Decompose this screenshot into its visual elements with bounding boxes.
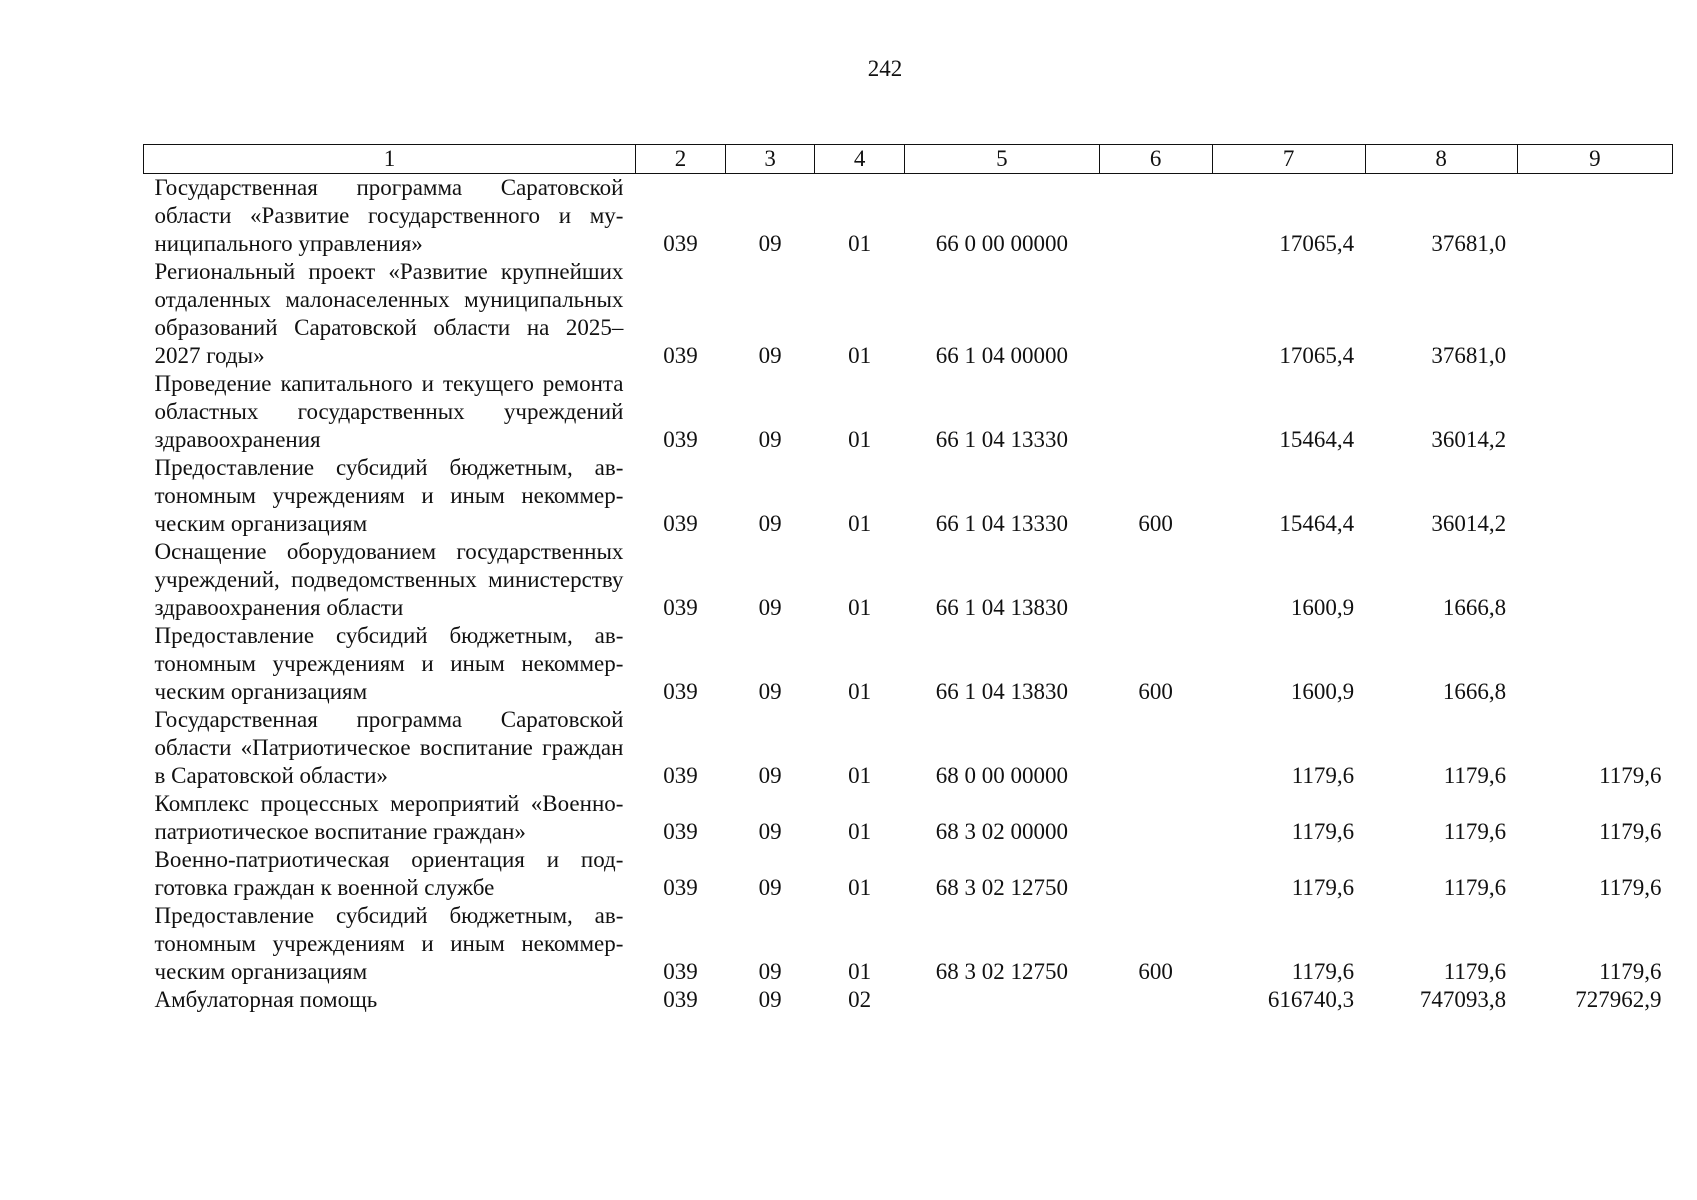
amount-col-9 bbox=[1517, 622, 1672, 706]
target-article-code: 68 0 00 00000 bbox=[935, 763, 1069, 788]
section-code: 09 bbox=[758, 763, 782, 788]
amount-col-9: 727962,9 bbox=[1575, 987, 1662, 1012]
amount-col-9 bbox=[1517, 258, 1672, 370]
amount-col-7: 616740,3 bbox=[1267, 987, 1355, 1012]
row-description: Предоставление субсидий бюджетным, автономным учреждениям и иным некоммерческим организациям bbox=[154, 455, 624, 536]
ministry-code: 039 bbox=[663, 343, 698, 368]
table-row bbox=[144, 706, 1673, 790]
amount-col-7: 17065,4 bbox=[1279, 231, 1355, 256]
amount-col-9 bbox=[1517, 370, 1672, 454]
subsection-code: 01 bbox=[848, 343, 872, 368]
ministry-code: 039 bbox=[663, 819, 698, 844]
amount-col-8: 1179,6 bbox=[1443, 875, 1507, 900]
row-description: Оснащение оборудованием государственных учреждений, подведомственных министерству здравоохранения области bbox=[154, 539, 624, 620]
target-article-code: 68 3 02 12750 bbox=[935, 959, 1069, 984]
table-row bbox=[144, 370, 1673, 454]
expense-type-code bbox=[1099, 258, 1212, 370]
subsection-code: 01 bbox=[848, 511, 872, 536]
amount-col-9: 1179,6 bbox=[1599, 763, 1662, 788]
amount-col-8: 1179,6 bbox=[1443, 819, 1507, 844]
amount-col-9 bbox=[1517, 538, 1672, 622]
column-header-8: 8 bbox=[1365, 145, 1517, 174]
target-article-code bbox=[905, 986, 1099, 1014]
table-row bbox=[144, 902, 1673, 986]
column-header-1: 1 bbox=[144, 145, 636, 174]
section-code: 09 bbox=[758, 427, 782, 452]
amount-col-9: 1179,6 bbox=[1599, 875, 1662, 900]
ministry-code: 039 bbox=[663, 427, 698, 452]
amount-col-7: 1600,9 bbox=[1290, 595, 1355, 620]
column-header-9: 9 bbox=[1517, 145, 1672, 174]
amount-col-7: 15464,4 bbox=[1279, 511, 1355, 536]
expense-type-code bbox=[1099, 846, 1212, 902]
expense-type-code bbox=[1099, 538, 1212, 622]
target-article-code: 66 1 04 13330 bbox=[935, 511, 1069, 536]
amount-col-7: 1179,6 bbox=[1291, 959, 1355, 984]
section-code: 09 bbox=[758, 343, 782, 368]
column-number-header-row bbox=[144, 145, 1673, 174]
amount-col-9: 1179,6 bbox=[1599, 819, 1662, 844]
amount-col-8: 1179,6 bbox=[1443, 763, 1507, 788]
amount-col-8: 747093,8 bbox=[1419, 987, 1507, 1012]
page-number: 242 bbox=[867, 56, 903, 81]
amount-col-8: 1179,6 bbox=[1443, 959, 1507, 984]
subsection-code: 02 bbox=[848, 987, 872, 1012]
amount-col-8: 37681,0 bbox=[1431, 343, 1507, 368]
section-code: 09 bbox=[758, 875, 782, 900]
row-description: Предоставление субсидий бюджетным, автономным учреждениям и иным некоммерческим организациям bbox=[154, 623, 624, 704]
budget-table bbox=[143, 144, 1673, 1014]
amount-col-7: 1179,6 bbox=[1291, 819, 1355, 844]
amount-col-7: 1600,9 bbox=[1290, 679, 1355, 704]
subsection-code: 01 bbox=[848, 595, 872, 620]
ministry-code: 039 bbox=[663, 763, 698, 788]
section-code: 09 bbox=[758, 679, 782, 704]
amount-col-8: 36014,2 bbox=[1431, 427, 1507, 452]
ministry-code: 039 bbox=[663, 987, 698, 1012]
table-row bbox=[144, 790, 1673, 846]
amount-col-7: 1179,6 bbox=[1291, 875, 1355, 900]
expense-type-code: 600 bbox=[1138, 679, 1173, 704]
amount-col-7: 1179,6 bbox=[1291, 763, 1355, 788]
ministry-code: 039 bbox=[663, 511, 698, 536]
row-description: Проведение капитального и текущего ремонта областных государственных учреждений здравоохранения bbox=[154, 371, 624, 452]
expense-type-code bbox=[1099, 986, 1212, 1014]
subsection-code: 01 bbox=[848, 959, 872, 984]
row-description: Амбулаторная помощь bbox=[154, 987, 378, 1012]
column-header-3: 3 bbox=[726, 145, 815, 174]
expense-type-code bbox=[1099, 370, 1212, 454]
column-header-7: 7 bbox=[1212, 145, 1365, 174]
section-code: 09 bbox=[758, 231, 782, 256]
subsection-code: 01 bbox=[848, 427, 872, 452]
subsection-code: 01 bbox=[848, 231, 872, 256]
expense-type-code: 600 bbox=[1138, 959, 1173, 984]
section-code: 09 bbox=[758, 987, 782, 1012]
target-article-code: 66 1 04 13830 bbox=[935, 595, 1069, 620]
ministry-code: 039 bbox=[663, 875, 698, 900]
row-description: Комплекс процессных мероприятий «Военно-патриотическое воспитание граждан» bbox=[154, 791, 624, 844]
section-code: 09 bbox=[758, 511, 782, 536]
column-header-4: 4 bbox=[815, 145, 905, 174]
table-row bbox=[144, 622, 1673, 706]
row-description: Государственная программа Саратовской области «Развитие государственного и муниципального управления» bbox=[154, 175, 624, 256]
row-description: Предоставление субсидий бюджетным, автономным учреждениям и иным некоммерческим организациям bbox=[154, 903, 624, 984]
amount-col-8: 37681,0 bbox=[1431, 231, 1507, 256]
expense-type-code bbox=[1099, 790, 1212, 846]
target-article-code: 66 1 04 13830 bbox=[935, 679, 1069, 704]
amount-col-9: 1179,6 bbox=[1599, 959, 1662, 984]
amount-col-9 bbox=[1517, 174, 1672, 259]
table-row bbox=[144, 846, 1673, 902]
expense-type-code bbox=[1099, 706, 1212, 790]
column-header-5: 5 bbox=[905, 145, 1099, 174]
table-row bbox=[144, 258, 1673, 370]
ministry-code: 039 bbox=[663, 959, 698, 984]
section-code: 09 bbox=[758, 819, 782, 844]
target-article-code: 66 1 04 13330 bbox=[935, 427, 1069, 452]
table-row bbox=[144, 538, 1673, 622]
column-header-6: 6 bbox=[1099, 145, 1212, 174]
section-code: 09 bbox=[758, 595, 782, 620]
target-article-code: 68 3 02 00000 bbox=[935, 819, 1069, 844]
table-row bbox=[144, 986, 1673, 1014]
target-article-code: 66 0 00 00000 bbox=[935, 231, 1069, 256]
ministry-code: 039 bbox=[663, 231, 698, 256]
amount-col-7: 17065,4 bbox=[1279, 343, 1355, 368]
section-code: 09 bbox=[758, 959, 782, 984]
amount-col-9 bbox=[1517, 454, 1672, 538]
row-description: Региональный проект «Развитие крупнейших отдаленных малонаселенных муниципальных образований Саратовской области на 2025–2027 годы» bbox=[154, 259, 624, 368]
expense-type-code bbox=[1099, 174, 1212, 259]
subsection-code: 01 bbox=[848, 875, 872, 900]
row-description: Военно-патриотическая ориентация и подготовка граждан к военной службе bbox=[154, 847, 624, 900]
target-article-code: 66 1 04 00000 bbox=[935, 343, 1069, 368]
expense-type-code: 600 bbox=[1138, 511, 1173, 536]
column-header-2: 2 bbox=[635, 145, 725, 174]
ministry-code: 039 bbox=[663, 595, 698, 620]
target-article-code: 68 3 02 12750 bbox=[935, 875, 1069, 900]
ministry-code: 039 bbox=[663, 679, 698, 704]
amount-col-8: 36014,2 bbox=[1431, 511, 1507, 536]
amount-col-8: 1666,8 bbox=[1442, 679, 1507, 704]
row-description: Государственная программа Саратовской области «Патриотическое воспитание граждан в Саратовской области» bbox=[154, 707, 624, 788]
table-row bbox=[144, 454, 1673, 538]
amount-col-7: 15464,4 bbox=[1279, 427, 1355, 452]
subsection-code: 01 bbox=[848, 679, 872, 704]
amount-col-8: 1666,8 bbox=[1442, 595, 1507, 620]
subsection-code: 01 bbox=[848, 763, 872, 788]
table-row bbox=[144, 174, 1673, 259]
subsection-code: 01 bbox=[848, 819, 872, 844]
